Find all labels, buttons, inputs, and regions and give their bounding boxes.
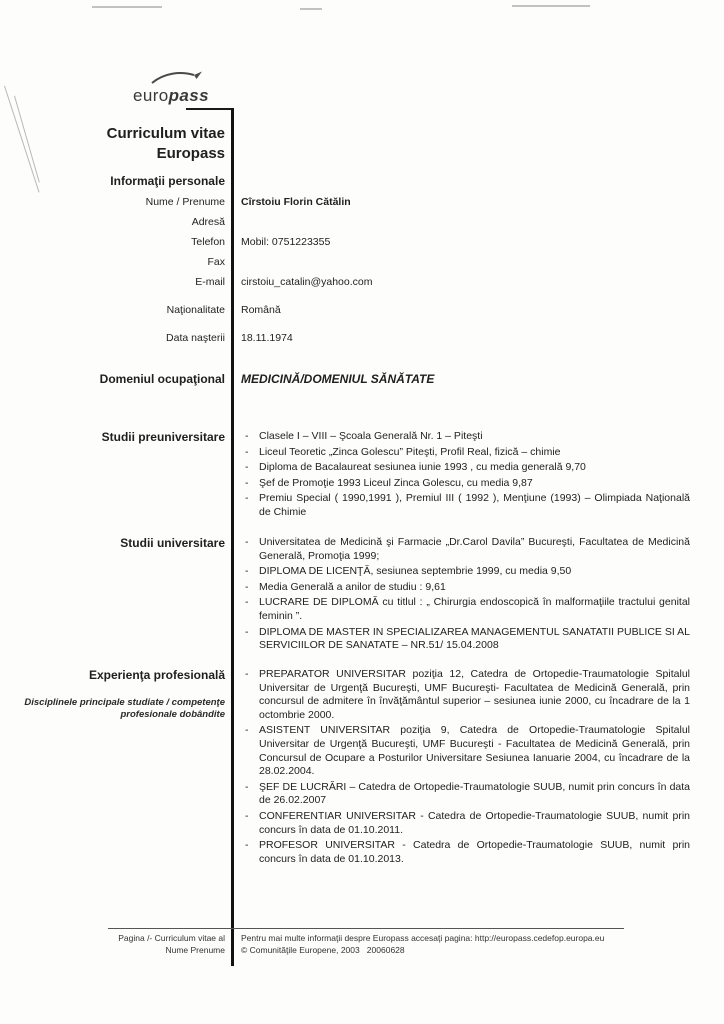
list-item: - Şef de Promoţie 1993 Liceul Zinca Golescu, cu media 9,87 [241,477,690,491]
scan-artifact [300,8,322,10]
field-value: Română [241,304,281,316]
field-label: E-mail [195,276,225,288]
section-items [241,668,724,868]
section-experienta-profesionala [0,668,724,868]
field-value: 18.11.1974 [241,332,293,344]
list-item: - PROFESOR UNIVERSITAR - Catedra de Ortopedie-Traumatologie SUUB, numit prin concurs în data de 01.10.2013. [241,839,690,866]
field-label: Data naşterii [166,332,225,344]
field-label: Telefon [191,236,225,248]
title-block [0,124,724,163]
field-label: Fax [207,256,225,268]
personal-heading-block [0,174,724,188]
section-label: Studii preuniversitare [101,430,225,444]
field-row-fax [0,256,724,276]
list-item: - Media Generală a anilor de studiu : 9,61 [241,581,690,595]
list-item: - Clasele I – VIII – Şcoala Generală Nr. 1 – Piteşti [241,430,690,444]
europass-swoosh-icon [150,70,204,86]
list-item: - Universitatea de Medicină şi Farmacie „Dr.Carol Davila” Bucureşti, Facultatea de Medicină Generală, Promoţia 1999; [241,536,690,563]
footer-left [0,933,225,957]
occupational-value: MEDICINĂ/DOMENIUL SĂNĂTATE [241,372,435,386]
logo-pass-text: pass [168,86,209,105]
occupational-block [0,372,724,387]
field-value: Cîrstoiu Florin Cătălin [241,196,351,208]
footer-right [241,933,724,957]
field-value: Mobil: 0751223355 [241,236,331,248]
field-label: Nume / Prenume [145,196,225,208]
field-row-adresa [0,216,724,236]
list-item: - CONFERENTIAR UNIVERSITAR - Catedra de Ortopedie-Traumatologie SUUB, numit prin concurs în data de 01.10.2011. [241,810,690,837]
list-item: - DIPLOMA DE LICENŢĂ, sesiunea septembrie 1999, cu media 9,50 [241,565,690,579]
footer-info-url: Pentru mai multe informaţii despre Europass accesaţi pagina: http://europass.cedefop.europa.eu [241,933,605,943]
personal-info-heading: Informaţii personale [110,174,225,188]
list-item: - PREPARATOR UNIVERSITAR poziţia 12, Catedra de Ortopedie-Traumatologie Spitalul Universitar de Urgenţă Bucureşti, UMF Bucureşti- Facultatea de Medicină Generală, prin concursul de admitere în învăţământul superior – sesiunea iunie 2000, cu încadrare de la 1 octombrie 2000. [241,668,690,722]
field-row-email [0,276,724,296]
europass-logo [112,70,230,106]
section-studii-preuniversitare [0,430,724,522]
list-item: - ASISTENT UNIVERSITAR poziţia 9, Catedra de Ortopedie-Traumatologie Spitalul Universitar de Urgenţă Bucureşti, UMF Bucureşti - Facultatea de Medicină Generală, prin Concursul de Ocupare a Posturilor Universitare Sesiunea Ianuarie 2004, cu încadrare de la 28.02.2004. [241,724,690,778]
field-label: Adresă [191,216,225,228]
document-title [0,124,225,163]
field-value: cirstoiu_catalin@yahoo.com [241,276,373,288]
field-row-nume [0,196,724,216]
list-item: - Premiu Special ( 1990,1991 ), Premiul III ( 1992 ), Menţiune (1993) – Olimpiada Naţională de Chimie [241,492,690,519]
title-line2: Europass [156,144,225,162]
scan-artifact [92,6,162,8]
list-item: - DIPLOMA DE MASTER IN SPECIALIZAREA MANAGEMENTUL SANATATII PUBLICE SI AL SERVICIILOR DE SANATATE – NR.51/ 15.04.2008 [241,626,690,653]
scan-artifact [512,5,590,7]
title-line1: Curriculum vitae [106,125,225,142]
field-row-data-nasterii [0,332,724,352]
footer-rule [108,928,624,929]
section-items [241,536,724,655]
section-label: Studii universitare [120,536,225,550]
section-label-column [0,668,225,868]
field-row-telefon [0,236,724,256]
list-item: - Liceul Teoretic „Zinca Golescu” Piteşti, Profil Real, fizică – chimie [241,446,690,460]
field-value [241,216,724,236]
field-label: Naţionalitate [166,304,225,316]
footer-name-note: Nume Prenume [165,944,225,955]
footer-page-note: Pagina /- Curriculum vitae al [118,933,225,943]
field-row-nationalitate [0,304,724,324]
logo-euro-text: euro [133,86,169,105]
list-item: - LUCRARE DE DIPLOMĂ cu titlul : „ Chirurgia endoscopică în malformaţiile tractului genital feminin ”. [241,596,690,623]
section-sublabel: Disciplinele principale studiate / competenţe profesionale dobândite [24,697,225,721]
logo-underline [186,108,231,110]
section-items [241,430,724,522]
personal-fields [0,196,724,352]
occupational-label: Domeniul ocupaţional [99,372,225,386]
europass-wordmark [112,86,230,106]
field-value [241,256,724,276]
section-studii-universitare [0,536,724,655]
list-item: - Diploma de Bacalaureat sesiunea iunie 1993 , cu media generală 9,70 [241,461,690,475]
section-label: Experienţa profesională [88,668,225,682]
list-item: - ŞEF DE LUCRĂRI – Catedra de Ortopedie-Traumatologie SUUB, numit prin concurs în data de 26.02.2007 [241,781,690,808]
page-footer [0,933,724,957]
footer-copyright: © Comunităţile Europene, 2003 20060628 [241,944,405,955]
